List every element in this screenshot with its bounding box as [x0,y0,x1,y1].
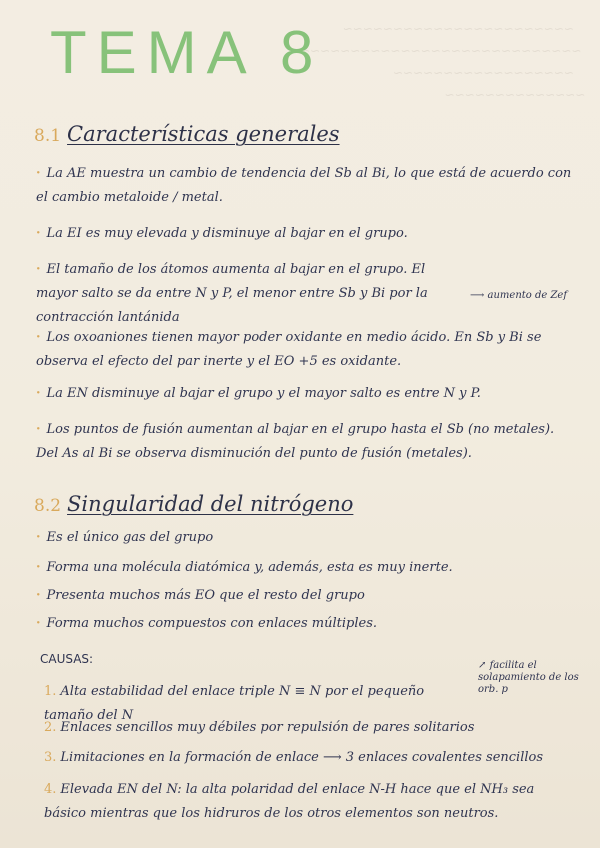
bullet-item: · Los oxoaniones tienen mayor poder oxidante en medio ácido. En Sb y Bi se observa el efecto del par inerte y el EO +5 es oxidante. [36,326,580,374]
section-heading-8-1 [34,122,340,146]
side-note-lantanida: ⟶ aumento de Zef [470,290,568,301]
bullet-item: · Presenta muchos más EO que el resto del grupo [36,584,580,608]
section-title: Singularidad del nitrógeno [67,492,354,516]
cause-item: 4. Elevada EN del N: la alta polaridad del enlace N-H hace que el NH₃ sea básico mientras que los hidruros de los otros elementos son neutros. [44,782,535,821]
side-note-solapamiento: ↗ facilita el solapamiento de los orb. p [478,660,579,695]
bullet-item: · La EN disminuye al bajar el grupo y el mayor salto es entre N y P. [36,382,580,406]
bullet-item: · Es el único gas del grupo [36,526,580,550]
bullet-item: · Forma una molécula diatómica y, además, esta es muy inerte. [36,556,580,580]
show-through-text: ~~~~~~~~~~~~~~~~~~~~~~~ ~~~~~~~~~~~~~~~~~~~~~~~~~~~~ ~~~~~~~~~~~~~~~~~~ ~~~~~~~~~~~~~~ [300,22,586,102]
cause-item: 1. Alta estabilidad del enlace triple N ≡ N por el pequeño tamaño del N [44,684,425,723]
causas-heading: CAUSAS: [40,652,94,666]
bullet-item: · La AE muestra un cambio de tendencia del Sb al Bi, lo que está de acuerdo con el cambio metaloide / metal. [36,162,580,210]
section-title: Características generales [67,122,340,146]
section-number: 8.1 [34,126,62,146]
bullet-item: · Forma muchos compuestos con enlaces múltiples. [36,612,580,636]
cause-item: 2. Enlaces sencillos muy débiles por repulsión de pares solitarios [44,720,475,735]
cause-item: 3. Limitaciones en la formación de enlace ⟶ 3 enlaces covalentes sencillos [44,750,544,765]
bullet-item: · La EI es muy elevada y disminuye al bajar en el grupo. [36,222,580,246]
page-title: TEMA 8 [50,19,324,86]
bullet-item: · Los puntos de fusión aumentan al bajar en el grupo hasta el Sb (no metales). Del As al Bi se observa disminución del punto de fusión (metales). [36,418,580,466]
section-heading-8-2 [34,492,353,516]
bullet-item: · El tamaño de los átomos aumenta al bajar en el grupo. El mayor salto se da entre N y P, el menor entre Sb y Bi por la contracción lantánida [36,258,456,330]
section-number: 8.2 [34,496,62,516]
